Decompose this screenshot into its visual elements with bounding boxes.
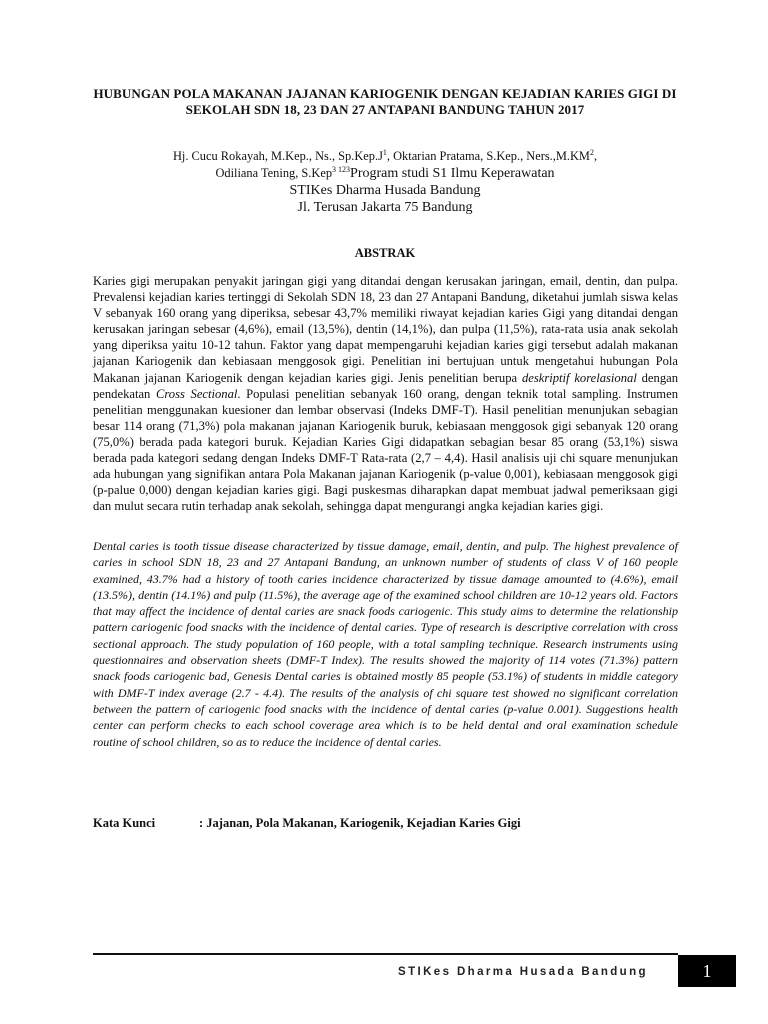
author-2-affiliation: 2	[589, 148, 594, 157]
abstract-english: Dental caries is tooth tissue disease characterized by tissue damage, email, dentin, and pulp. The highest prevalence of caries in school SDN 18, 23 and 27 Antapani Bandung, an unknown number of students of class V of 160 people examined, 43.7% had a history of tooth caries incidence characterized by tissue damage amounted to (4.6%), email (13.5%), dentin (14.1%) and pulp (11.5%), the average age of the examined school children are 10-12 years old. Factors that may affect the incidence of dental caries are snack foods cariogenic. This study aims to determine the relationship pattern cariogenic food snacks with the incidence of dental caries. Type of research is descriptive correlation with cross sectional approach. The study population of 160 people, with a total sampling technique. Research instruments using questionnaires and observation sheets (DMF-T Index). The results showed the majority of 114 votes (71.3%) pattern snack foods cariogenic bad, Genesis Dental caries is obtained mostly 85 people (53.1%) of students in middle category with DMF-T index average (2.7 - 4.4). The results of the analysis of chi square test showed no significant correlation between the pattern of cariogenic food snacks with the incidence of dental caries (p-value 0.001). Suggestions health center can perform checks to each school coverage area which is to be held dental and oral examination schedule routine of school children, so as to reduce the incidence of dental caries.	[93, 539, 678, 749]
abstract-id-italic-2: Cross Sectional	[155, 386, 238, 401]
paper-title: HUBUNGAN POLA MAKANAN JAJANAN KARIOGENIK DENGAN KEJADIAN KARIES GIGI DI SEKOLAH SDN 18, 23 DAN 27 ANTAPANI BANDUNG TAHUN 2017	[93, 86, 677, 117]
author-line-1	[80, 148, 690, 165]
footer-institution: STIKes Dharma Husada Bandung	[398, 966, 648, 978]
institution-address: Jl. Terusan Jakarta 75 Bandung	[297, 200, 473, 215]
abstract-id-italic-1: deskriptif korelasional	[521, 370, 637, 385]
author-1: Hj. Cucu Rokayah, M.Kep., Ns., Sp.Kep.J	[172, 149, 383, 163]
author-line-2	[80, 165, 690, 182]
author-3-affiliation: 3	[332, 165, 337, 174]
abstract-heading: ABSTRAK	[354, 246, 416, 260]
abstract-id-text-1: Karies gigi merupakan penyakit jaringan gigi yang ditandai dengan kerusakan jaringan, email, dentin, dan pulpa. Prevalensi kejadian karies tertinggi di Sekolah SDN 18, 23 dan 27 Antapani Bandung, diketahui jumlah siswa kelas V sebanyak 160 orang yang diperiksa, sebesar 43,7% memiliki riwayat kejadian karies Gigi yang ditandai dengan kerusakan jaringan sebesar (4,6%), email (13,5%), dentin (14,1%), dan pulpa (11,5%), rata-rata usia anak sekolah yang diperiksa yaitu 10-12 tahun. Faktor yang dapat mempengaruhi kejadian karies gigi tersebut adalah makanan jajanan Kariogenik dan kebiasaan menggosok gigi. Penelitian ini bertujuan untuk mengetahui hubungan Pola Makanan jajanan Kariogenik dengan kejadian karies gigi. Jenis penelitian berupa	[93, 274, 678, 385]
keywords-label: Kata Kunci	[93, 816, 156, 830]
author-block	[80, 148, 690, 216]
author-2-end: ,	[593, 149, 598, 163]
page-number: 1	[678, 955, 736, 987]
keywords-value: : Jajanan, Pola Makanan, Kariogenik, Kejadian Karies Gigi	[199, 816, 521, 830]
footer-divider	[93, 953, 678, 955]
author-3: Odiliana Tening, S.Kep	[215, 166, 333, 180]
program-name: Program studi S1 Ilmu Keperawatan	[350, 166, 555, 181]
abstract-id-text-3: . Populasi penelitian sebanyak 160 orang, dengan teknik total sampling. Instrumen penelitian menggunakan kuesioner dan lembar observasi (Indeks DMF-T). Hasil penelitian menunjukan sebagian besar 114 orang (71,3%) pola makanan jajanan Kariogenik buruk, kebiasaan menggosok gigi sebanyak 120 orang (75,0%) berada pada kategori buruk. Kejadian Karies Gigi didapatkan sebagian besar 85 orang (53,1%) siswa berada pada kategori sedang dengan Indeks DMF-T Rata-rata (2,7 – 4,4). Hasil analisis uji chi square menunjukan ada hubungan yang signifikan antara Pola Makanan jajanan Kariogenik (p-value 0,001), kebiasaan menggosok gigi (p-palue 0,000) dengan kejadian karies gigi. Bagi puskesmas diharapkan dapat membuat jadwal pemeriksaan gigi dan mulut secara rutin terhadap anak sekolah, sehingga dapat mengurangi angka kejadian karies gigi.	[93, 386, 678, 514]
program-affiliation: 123	[336, 165, 351, 174]
abstract-indonesian	[93, 273, 678, 514]
institution-name: STIKes Dharma Husada Bandung	[289, 183, 481, 198]
author-1-affiliation: 1	[382, 148, 387, 157]
author-2: , Oktarian Pratama, S.Kep., Ners.,M.KM	[386, 149, 590, 163]
keywords	[93, 815, 678, 831]
abstract-id-text-2: dengan pendekatan	[93, 370, 679, 401]
